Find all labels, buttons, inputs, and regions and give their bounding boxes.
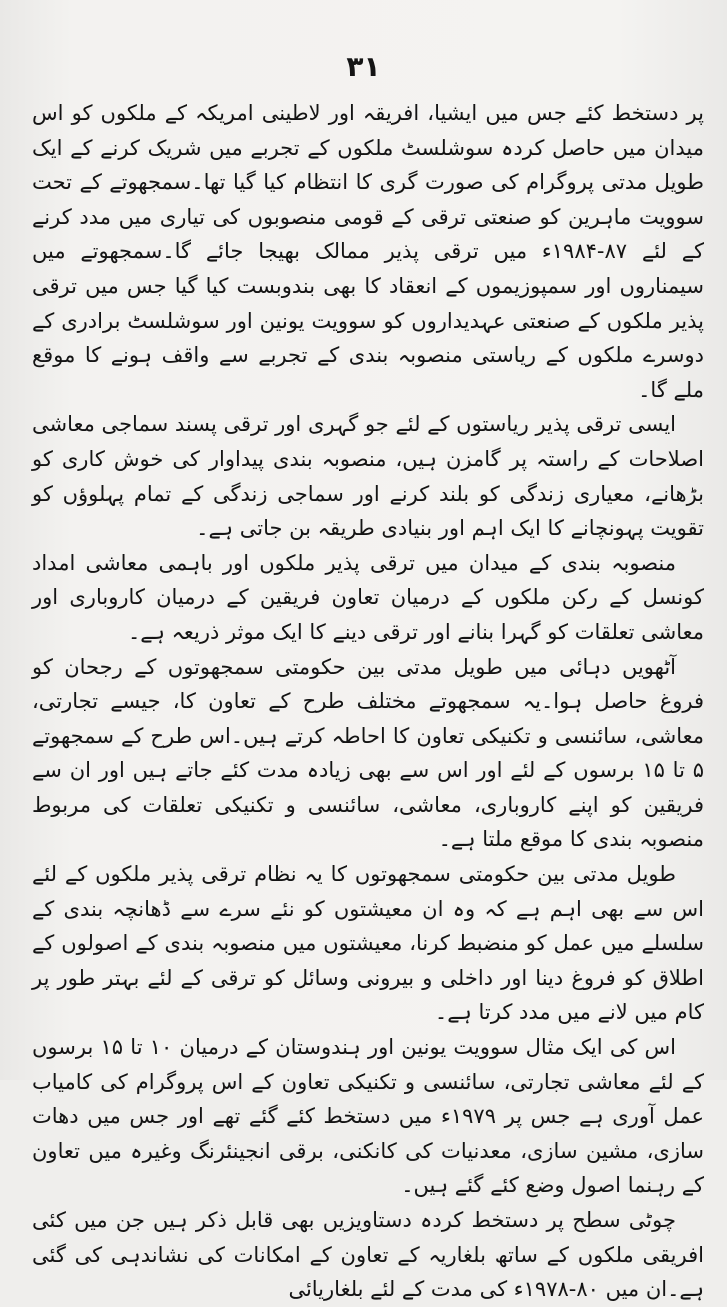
page-number: ۳۱ [346,50,381,83]
paragraph-2: ایسی ترقی پذیر ریاستوں کے لئے جو گہری اور ترقی پسند سماجی معاشی اصلاحات کے راستہ پر گامزن ہیں، منصوبہ بندی پیداوار کی خوش کاری کو بڑھانے، معیاری زندگی کو بلند کرنے اور سماجی زندگی کے تمام پہلوؤں کو تقویت پہونچانے کا ایک اہم اور بنیادی طریقہ بن جاتی ہے۔ [32,412,704,541]
paragraph-5: طویل مدتی بین حکومتی سمجھوتوں کا یہ نظام ترقی پذیر ملکوں کے لئے اس سے بھی اہم ہے کہ وہ ان معیشتوں کو نئے سرے سے ڈھانچہ بندی کے سلسلے میں عمل کو منضبط کرنا، معیشتوں میں منصوبہ بندی کے اصولوں کے اطلاق کو فروغ دینا اور داخلی و بیرونی وسائل کو ترقی کے لئے بہتر طور پر کام میں لانے میں مدد کرتا ہے۔ [32,862,704,1025]
paragraph-4: آٹھویں دہائی میں طویل مدتی بین حکومتی سمجھوتوں کے رجحان کو فروغ حاصل ہوا۔یہ سمجھوتے مختلف طرح کے تعاون کا، جیسے تجارتی، معاشی، سائنسی و تکنیکی تعاون کا احاطہ کرتے ہیں۔اس طرح کے سمجھوتے ۵ تا ۱۵ برسوں کے لئے اور اس سے بھی زیادہ مدت کئے جاتے ہیں اور ان سے فریقین کو اپنے کاروباری، معاشی، سائنسی و تکنیکی تعلقات کی مربوط منصوبہ بندی کا موقع ملتا ہے۔ [32,654,704,852]
paragraph-7: چوٹی سطح پر دستخط کردہ دستاویزیں بھی قابل ذکر ہیں جن میں کئی افریقی ملکوں کے ساتھ بلغاریہ کے تعاون کے امکانات کی نشاندہی کی گئی ہے۔ان میں ۸۰-۱۹۷۸ء کی مدت کے لئے بلغاریائی [32,1208,704,1302]
paragraph-1: پر دستخط کئے جس میں ایشیا، افریقہ اور لاطینی امریکہ کے ملکوں کو اس میدان میں حاصل کردہ سوشلسٹ ملکوں کے تجربے میں شریک کرنے کے ایک طویل مدتی پروگرام کی صورت گری کا انتظام کیا گیا تھا۔سمجھوتے کے تحت سوویت ماہرین کو صنعتی ترقی کے قومی منصوبوں کی تیاری میں مدد کرنے کے لئے ۸۷-۱۹۸۴ء میں ترقی پذیر ممالک بھیجا جائے گا۔سمجھوتے میں سیمناروں اور سمپوزیموں کے انعقاد کا بھی بندوبست کیا گیا جس میں ترقی پذیر ملکوں کے صنعتی عہدیداروں کو سوویت یونین اور سوشلسٹ برادری کے دوسرے ملکوں کے ریاستی منصوبہ بندی کے تجربے سے واقف ہونے کا موقع ملے گا۔ [32,101,704,402]
paragraph-3: منصوبہ بندی کے میدان میں ترقی پذیر ملکوں اور باہمی معاشی امداد کونسل کے رکن ملکوں کے درمیان تعاون فریقین کے درمیان کاروباری اور معاشی تعلقات کو گہرا بنانے اور ترقی دینے کا ایک موثر ذریعہ ہے۔ [32,550,704,644]
body-text [32,96,704,1307]
paragraph-6: اس کی ایک مثال سوویت یونین اور ہندوستان کے درمیان ۱۰ تا ۱۵ برسوں کے لئے معاشی تجارتی، سائنسی و تکنیکی تعاون کے اس پروگرام کی کامیاب عمل آوری ہے جس پر ۱۹۷۹ء میں دستخط کئے گئے تھے اور جس میں دھات سازی، مشین سازی، معدنیات کی کانکنی، برقی انجینئرنگ وغیرہ میں تعاون کے رہنما اصول وضع کئے گئے ہیں۔ [32,1035,704,1198]
